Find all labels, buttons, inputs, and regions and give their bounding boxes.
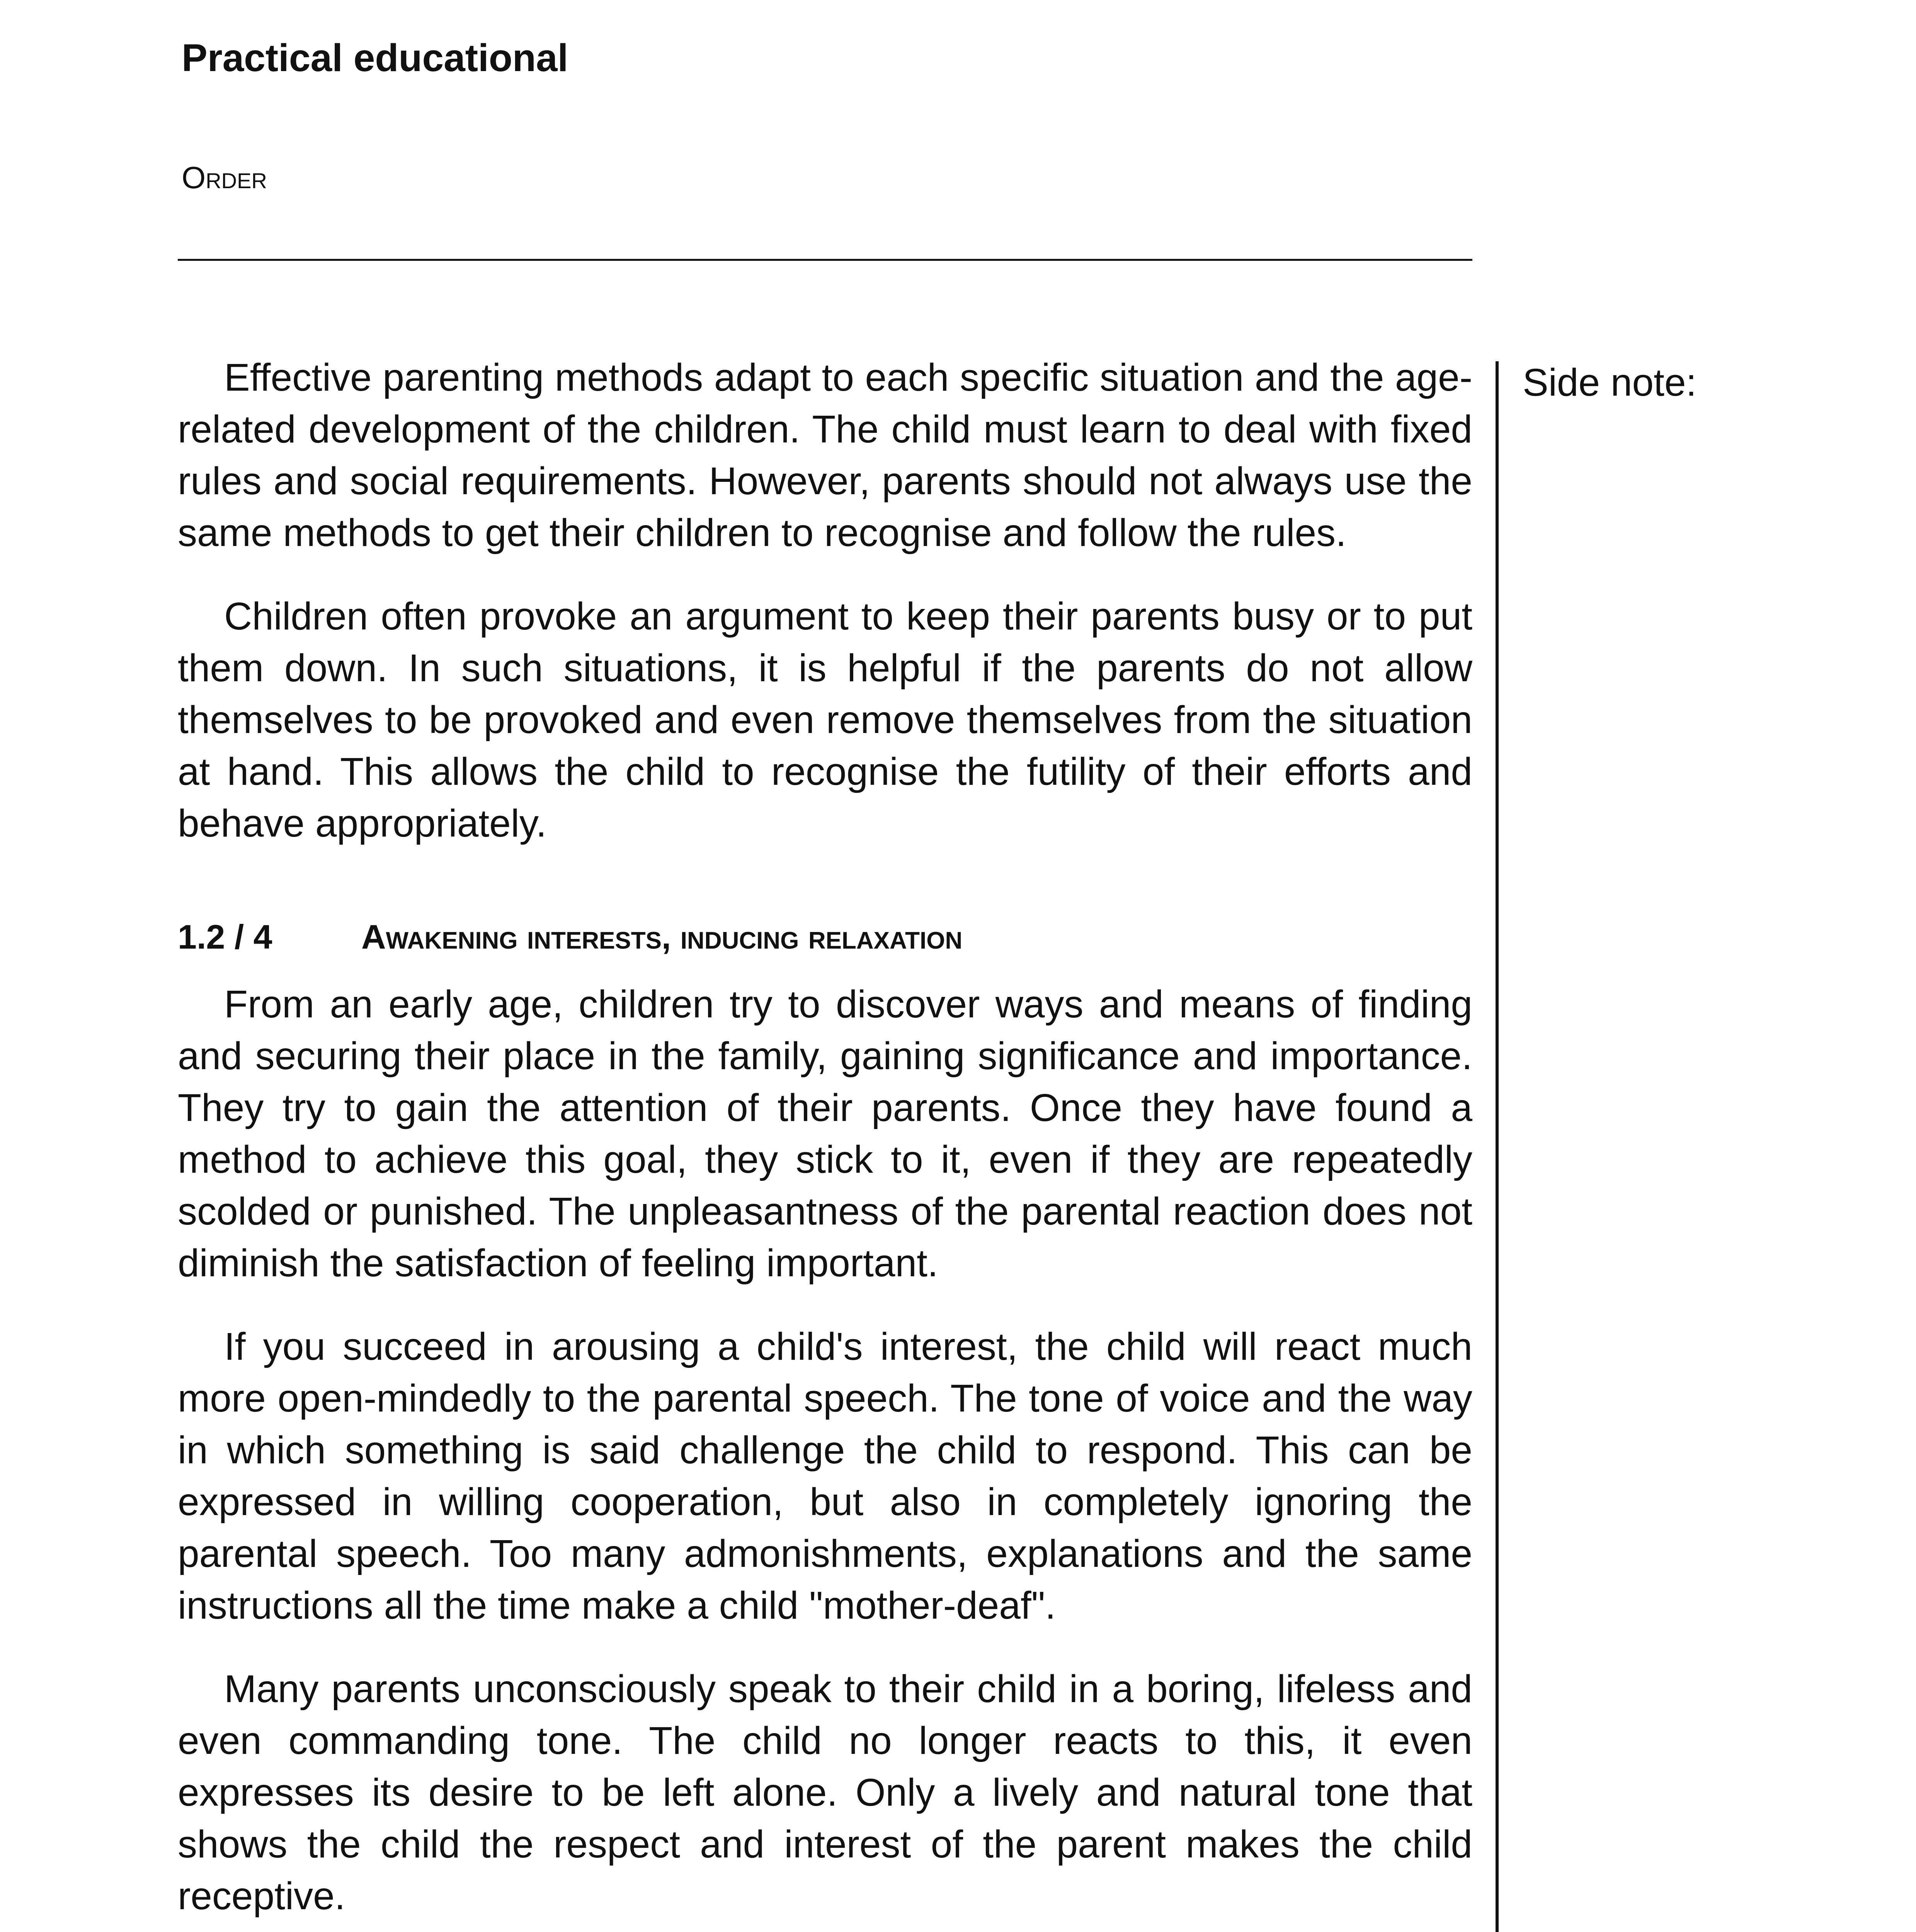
margin-divider <box>1496 361 1499 1932</box>
main-text-column <box>178 352 1472 1932</box>
side-note-label: Side note: <box>1523 361 1697 404</box>
body-paragraph: Many parents unconsciously speak to their child in a boring, lifeless and even commanding tone. The child no longer reacts to this, it even expresses its desire to be left alone. Only a lively and natural tone that shows the child the respect and interest of the parent makes the child receptive. <box>178 1667 1472 1918</box>
body-paragraph: From an early age, children try to discover ways and means of finding and securing their place in the family, gaining significance and importance. They try to gain the attention of their parents. Once they have found a method to achieve this goal, they stick to it, even if they are repeatedly scolded or punished. The unpleasantness of the parental reaction does not diminish the satisfaction of feeling important. <box>178 983 1472 1285</box>
section-number: 1.2 / 4 <box>178 918 272 956</box>
body-paragraph: Effective parenting methods adapt to each specific situation and the age-related development of the children. The child must learn to deal with fixed rules and social requirements. However, parents should not always use the same methods to get their children to recognise and follow the rules. <box>178 356 1472 554</box>
section-heading <box>178 911 1472 963</box>
section-title: Awakening interests, inducing relaxation <box>361 918 963 956</box>
document-header-subtitle: Order <box>182 160 267 195</box>
body-paragraph: If you succeed in arousing a child's interest, the child will react much more open-mindedly to the parental speech. The tone of voice and the way in which something is said challenge the child to respond. This can be expressed in willing cooperation, but also in completely ignoring the parental speech. Too many admonishments, explanations and the same instructions all the time make a child "mother-deaf". <box>178 1325 1472 1627</box>
document-header-title: Practical educational <box>182 36 568 80</box>
header-divider <box>178 259 1472 261</box>
body-paragraph: Children often provoke an argument to keep their parents busy or to put them down. In such situations, it is helpful if the parents do not allow themselves to be provoked and even remove themselves from the situation at hand. This allows the child to recognise the futility of their efforts and behave appropriately. <box>178 595 1472 845</box>
